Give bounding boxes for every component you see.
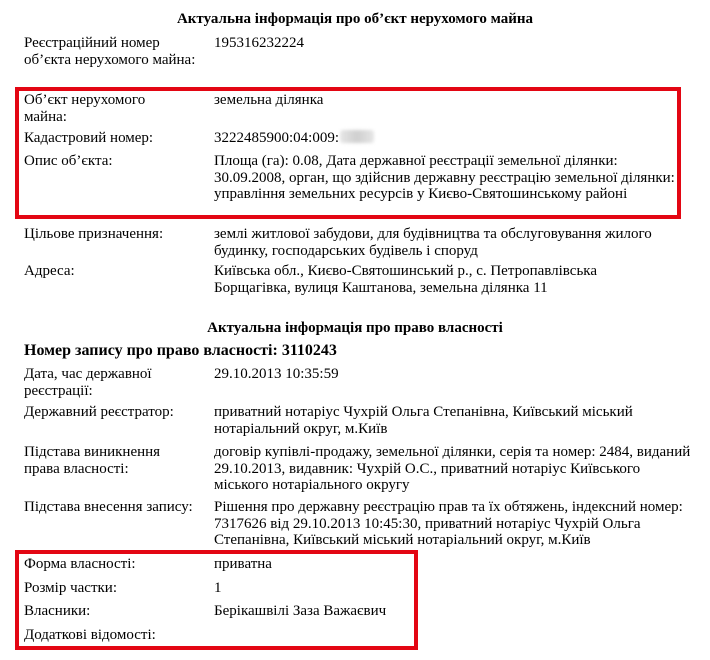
object-section-title: Актуальна інформація про об’єкт нерухомого майна xyxy=(176,11,534,27)
rights-section-title: Актуальна інформація про право власності xyxy=(207,320,503,336)
value-object-description: Площа (га): 0.08, Дата державної реєстрації земельної ділянки: 30.09.2008, орган, що здійснив державну реєстрацію земельної ділянки: управління земельних ресурсів у Києво-Святошинському районі xyxy=(214,153,675,202)
label-property-object: Об’єкт нерухомого майна: xyxy=(24,92,146,125)
cadastral-number-text: 3222485900:04:009: xyxy=(214,130,340,146)
highlight-frame-object xyxy=(15,87,681,219)
value-registration-datetime: 29.10.2013 10:35:59 xyxy=(214,366,339,382)
value-intended-purpose: землі житлової забудови, для будівництва та обслуговування жилого будинку, господарських будівель і споруд xyxy=(214,226,652,259)
value-property-object: земельна ділянка xyxy=(214,92,324,108)
label-cadastral-number: Кадастровий номер: xyxy=(24,130,154,146)
label-state-registrar: Державний реєстратор: xyxy=(24,404,174,420)
label-record-basis: Підстава внесення запису: xyxy=(24,499,193,515)
label-ownership-form: Форма власності: xyxy=(24,556,136,572)
label-intended-purpose: Цільове призначення: xyxy=(24,226,164,242)
label-additional-info: Додаткові відомості: xyxy=(24,627,156,643)
label-ownership-basis: Підстава виникнення права власності: xyxy=(24,444,161,477)
value-record-basis: Рішення про державну реєстрацію прав та їх обтяжень, індексний номер: 7317626 від 29.10.2013 10:45:30, приватний нотаріус Чухрій Ольга Степанівна, Київський міський нотаріальний округ, м.Київ xyxy=(214,499,683,548)
label-owners: Власники: xyxy=(24,603,91,619)
value-state-registrar: приватний нотаріус Чухрій Ольга Степанівна, Київський міський нотаріальний округ, м.Київ xyxy=(214,404,633,437)
label-address: Адреса: xyxy=(24,263,75,279)
label-share-size: Розмір частки: xyxy=(24,580,117,596)
highlight-frame-ownership xyxy=(15,550,418,650)
value-ownership-basis: договір купівлі-продажу, земельної ділянки, серія та номер: 2484, виданий 29.10.2013, видавник: Чухрій О.С., приватний нотаріус Київського міського нотаріального округу xyxy=(214,444,691,493)
label-object-description: Опис об’єкта: xyxy=(24,153,113,169)
value-ownership-form: приватна xyxy=(214,556,272,572)
label-registration-number: Реєстраційний номер об’єкта нерухомого майна: xyxy=(24,35,196,68)
value-registration-number: 195316232224 xyxy=(214,35,304,51)
value-share-size: 1 xyxy=(214,580,222,596)
record-number-heading: Номер запису про право власності: 3110243 xyxy=(24,342,337,359)
label-registration-datetime: Дата, час державної реєстрації: xyxy=(24,366,152,399)
value-owners: Берікашвілі Заза Важаєвич xyxy=(214,603,387,619)
value-address: Київська обл., Києво-Святошинський р., с. Петропавлівська Борщагівка, вулиця Каштанова, земельна ділянка 11 xyxy=(214,263,598,296)
